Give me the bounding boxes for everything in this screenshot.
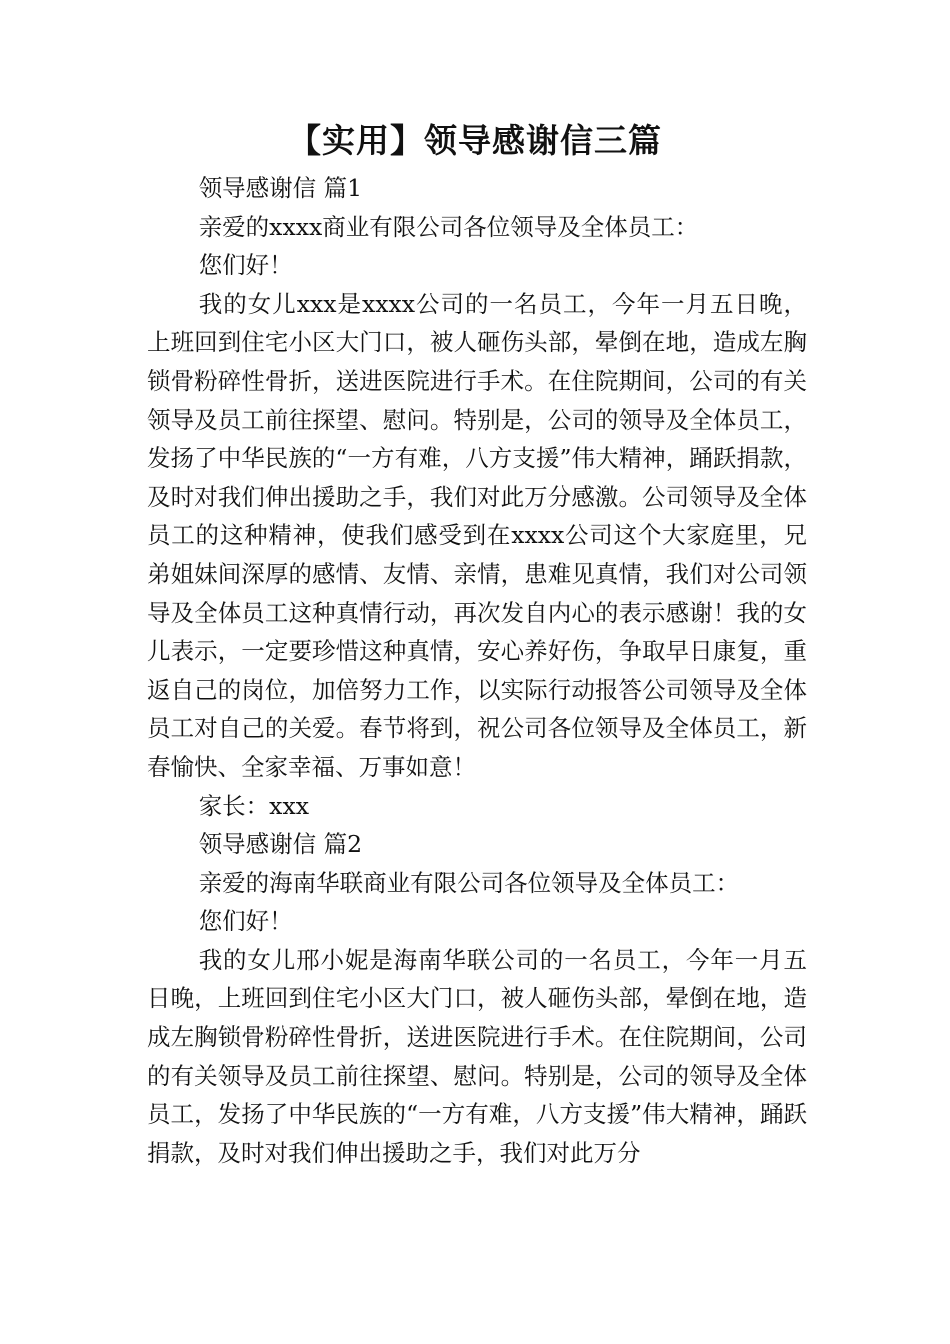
greeting-1: 您们好！: [198, 251, 293, 280]
salutation-2: 亲爱的海南华联商业有限公司各位领导及全体员工：: [198, 868, 740, 897]
greeting-2: 您们好！: [198, 907, 293, 936]
signature-1: 家长：xxx: [198, 791, 309, 820]
document-title: 【实用】领导感谢信三篇: [288, 121, 662, 160]
document-body: [147, 169, 807, 1172]
letter-body-1: 我的女儿xxx是xxxx公司的一名员工，今年一月五日晚，上班回到住宅小区大门口，被人砸伤头部，晕倒在地，造成左胸锁骨粉碎性骨折，送进医院进行手术。在住院期间，公司的有关领导及员工前往探望、慰问。特别是，公司的领导及全体员工，发扬了中华民族的“一方有难，八方支援”伟大精神，踊跃捐款，及时对我们伸出援助之手，我们对此万分感激。公司领导及全体员工的这种精神，使我们感受到在xxxx公司这个大家庭里，兄弟姐妹间深厚的感情、友情、亲情，患难见真情，我们对公司领导及全体员工这种真情行动，再次发自内心的表示感谢！我的女儿表示，一定要珍惜这种真情，安心养好伤，争取早日康复，重返自己的岗位，加倍努力工作，以实际行动报答公司领导及全体员工对自己的关爱。春节将到，祝公司各位领导及全体员工，新春愉快、全家幸福、万事如意！: [147, 289, 807, 781]
section-heading-1: 领导感谢信 篇1: [198, 174, 363, 202]
letter-body-2: 我的女儿邢小妮是海南华联公司的一名员工，今年一月五日晚，上班回到住宅小区大门口，被人砸伤头部，晕倒在地，造成左胸锁骨粉碎性骨折，送进医院进行手术。在住院期间，公司的有关领导及员工前往探望、慰问。特别是，公司的领导及全体员工，发扬了中华民族的“一方有难，八方支援”伟大精神，踊跃捐款，及时对我们伸出援助之手，我们对此万分: [147, 945, 807, 1167]
salutation-1: 亲爱的xxxx商业有限公司各位领导及全体员工：: [198, 212, 699, 241]
section-heading-2: 领导感谢信 篇2: [198, 830, 363, 859]
